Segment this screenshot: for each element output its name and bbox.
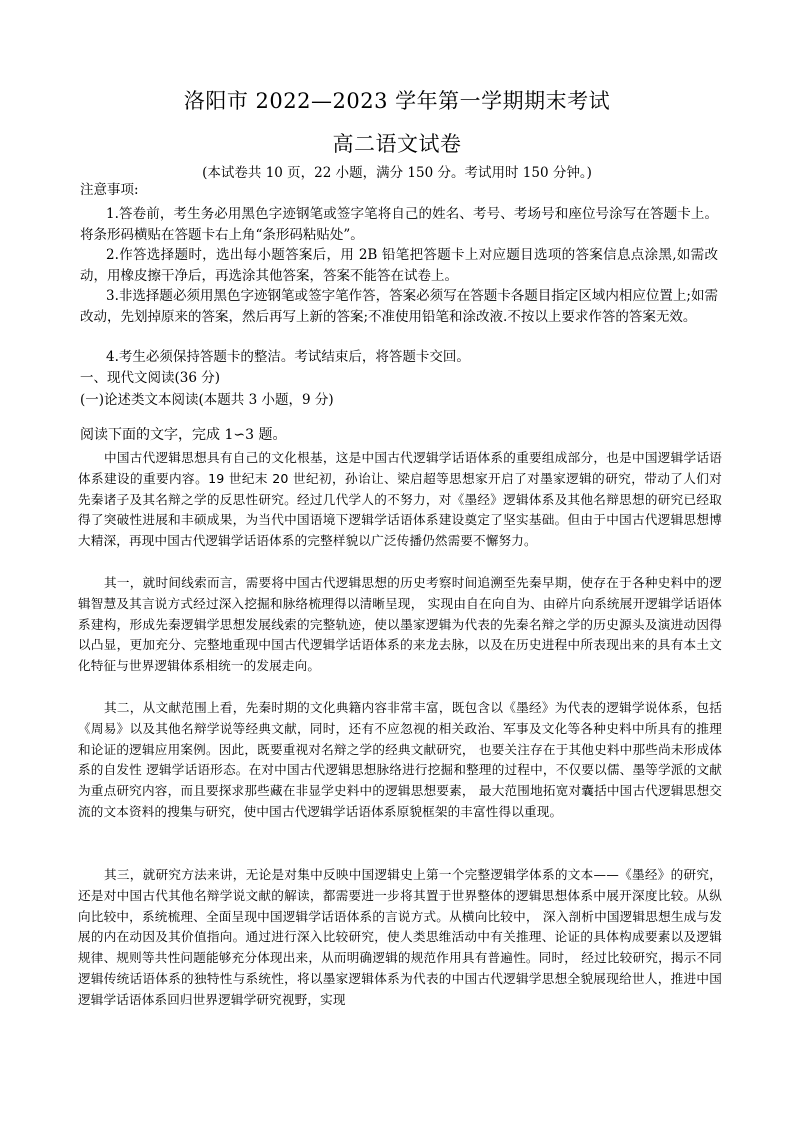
passage-paragraph-3: 其二，从文献范围上看，先秦时期的文化典籍内容非常丰富，既包含以《墨经》为代表的逻辑学说体系，包括《周易》以及其他名辩学说等经典文献，同时，还有不应忽视的相关政治、军事及文化等各种史料中所具有的推理和论证的逻辑应用案例。因此，既要重视对名辩之学的经典文献研究， 也要关注存在于其他史料中那些尚未形成体系的自发性 逻辑学话语形态。在对中国古代逻辑思想脉络进行挖掘和整理的过程中，不仅要以儒、墨等学派的文献为重点研究内容，而且要探求那些藏在非显学史料中的逻辑思想要素， 最大范围地拓宽对囊括中国古代逻辑思想交流的文本资料的搜集与研究，使中国古代逻辑学话语体系原貌框架的丰富性得以重现。 (78, 700, 722, 819)
note-item-1: 1.答卷前，考生务必用黑色字迹钢笔或签字笔将自己的姓名、考号、考场号和座位号涂写在答题卡上。将条形码横贴在答题卡右上角“条形码粘贴处”。 (80, 206, 718, 243)
passage-paragraph-4: 其三，就研究方法来讲，无论是对集中反映中国逻辑史上第一个完整逻辑学体系的文本——《墨经》的研究，还是对中国古代其他名辩学说文献的解读，都需要进一步将其置于世界整体的逻辑思想体系中展开深度比较。从纵向比较中，系统梳理、全面呈现中国逻辑学话语体系的言说方式。从横向比较中， 深入剖析中国逻辑思想生成与发展的内在动因及其价值指向。通过进行深入比较研究，使人类思维活动中有关推理、论证的具体构成要素以及逻辑规律、规则等共性问题能够充分体现出来，从而明确逻辑的规范作用具有普遍性。同时， 经过比较研究，揭示不同逻辑传统话语体系的独特性与系统性，将以墨家逻辑体系为代表的中国古代逻辑学思想全貌展现给世人，推进中国逻辑学话语体系回归世界逻辑学研究视野，实现 (78, 867, 722, 1007)
exam-title: 洛阳市 2022—2023 学年第一学期期末考试 (183, 89, 611, 113)
exam-info: (本试卷共 10 页，22 小题，满分 150 分。考试用时 150 分钟。) (202, 165, 592, 181)
reading-instruction: 阅读下面的文字，完成 1∽3 题。 (80, 427, 287, 443)
note-item-3: 3.非选择题必须用黑色字迹钢笔或签字笔作答，答案必须写在答题卡各题目指定区域内相应位置上;如需改动，先划掉原来的答案，然后再写上新的答案;不准使用铅笔和涂改液.不按以上要求作答的答案无效。 (80, 288, 718, 325)
note-item-2: 2.作答选择题时，选出每小题答案后，用 2B 铅笔把答题卡上对应题目选项的答案信息点涂黑,如需改动，用橡皮擦干净后，再选涂其他答案，答案不能答在试卷上。 (80, 247, 718, 284)
passage-paragraph-1: 中国古代逻辑思想具有自己的文化根基，这是中国古代逻辑学话语体系的重要组成部分，也是中国逻辑学话语体系建设的重要内容。19 世纪末 20 世纪初，孙诒让、梁启超等思想家开启了对墨家逻辑的研究，带动了人们对先秦诸子及其名辩之学的反思性研究。经过几代学人的不努力，对《墨经》逻辑体系及其他名辩思想的研究已经取得了突破性进展和丰硕成果，为当代中国语境下逻辑学话语体系建设奠定了坚实基础。但由于中国古代逻辑思想博大精深，再现中国古代逻辑学话语体系的完整样貌以广泛传播仍然需要不懈努力。 (78, 450, 722, 549)
notes-heading: 注意事项: (80, 182, 139, 198)
exam-subject-title: 高二语文试卷 (332, 132, 462, 156)
note-item-4: 4.考生必须保持答题卡的整洁。考试结束后，将答题卡交回。 (106, 349, 470, 365)
passage-paragraph-2: 其一，就时间线索而言，需要将中国古代逻辑思想的历史考察时间追溯至先秦早期，使存在于各种史料中的逻辑智慧及其言说方式经过深入挖掘和脉络梳理得以清晰呈现， 实现由自在向自为、由碎片向系统展开逻辑学话语体系建构，形成先秦逻辑学思想发展线索的完整轨迹，使以墨家逻辑为代表的先秦名辩之学的历史源头及演进动因得以凸显，更加充分、完整地重现中国古代逻辑学话语体系的来龙去脉，以及在历史进程中所表现出来的具有本土文化特征与世界逻辑体系相统一的发展走向。 (78, 575, 722, 674)
subsection-heading: (一)论述类文本阅读(本题共 3 小题，9 分) (80, 392, 334, 408)
section-heading: 一、现代文阅读(36 分) (80, 370, 221, 386)
